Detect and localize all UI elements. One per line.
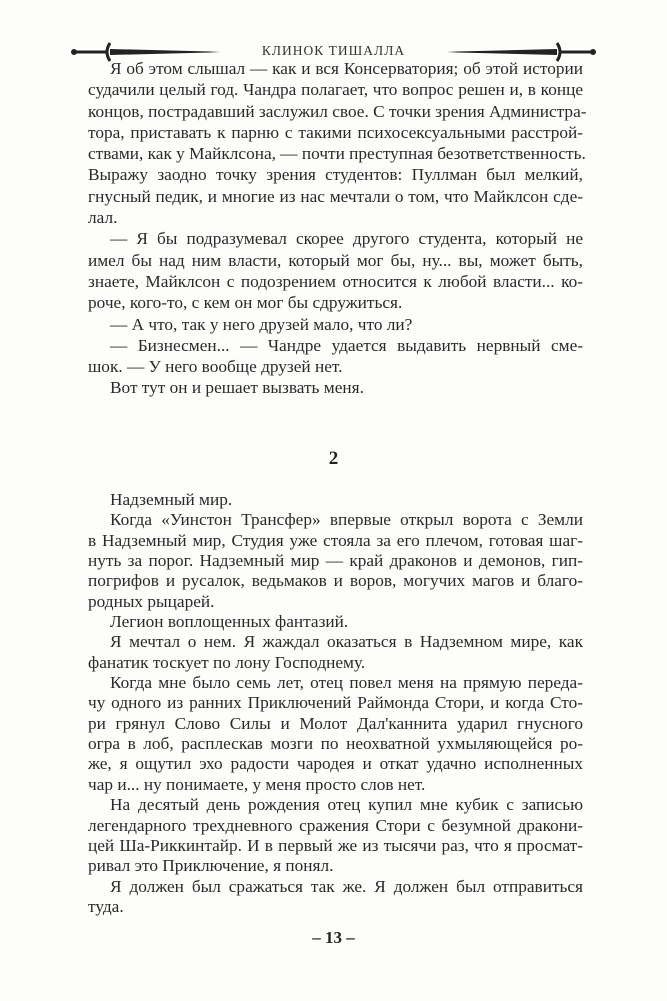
text-line: родных рыцарей. [88, 591, 215, 611]
text-line: же, я ощутил эхо радости чародея и откат удачно исполненных [88, 754, 583, 774]
text-line: знаете, Майклсон с подозрением относится к любой власти... ко- [88, 271, 583, 291]
paragraph [88, 377, 583, 398]
text-line: Выражу заодно точку зрения студентов: Пуллман был мелкий, [88, 165, 583, 185]
text-line: Надземный мир. [110, 490, 233, 509]
text-line: На десятый день рождения отец купил мне кубик с записью [110, 795, 583, 815]
text-line: гнусный педик, и многие из нас мечтали о том, что Майклсон сде- [88, 186, 583, 206]
text-line: лал. [88, 208, 118, 228]
text-line: ривал это Приключение, я понял. [88, 856, 334, 876]
text-line: чар и... ну понимаете, у меня просто слов нет. [88, 774, 426, 794]
text-line: — Бизнесмен... — Чандре удается выдавить нервный сме- [110, 335, 583, 355]
paragraph [88, 58, 587, 228]
text-line: судачили целый год. Чандра полагает, что вопрос решен и, в конце [88, 80, 583, 100]
paragraph [88, 490, 583, 510]
text-line: нуть за порог. Надземный мир — край драконов и демонов, гип- [88, 551, 583, 571]
text-line: Легион воплощенных фантазий. [110, 612, 349, 632]
text-line: цей Ша-Риккинтайр. И в первый же из тысячи раз, что я просмат- [88, 835, 583, 855]
text-line: в Надземный мир, Студия уже стояла за его плечом, готовая шаг- [88, 530, 583, 550]
body-text-section-2 [88, 490, 583, 917]
running-title: КЛИНОК ТИШАЛЛА [261, 43, 406, 58]
paragraph [88, 795, 583, 876]
text-line: ствами, как у Майклсона, — почти преступная безответственность. [88, 144, 586, 164]
text-line: Я об этом слышал — как и вся Консерватория; об этой истории [110, 59, 583, 78]
text-line: ри грянул Слово Силы и Молот Дал'каннита ударил гнусного [88, 713, 583, 733]
text-line: огра в лоб, расплескав мозги по неохватной ухмыляющейся ро- [88, 734, 583, 754]
chapter-number: 2 [328, 448, 339, 469]
text-line: — Я бы подразумевал скорее другого студента, который не [110, 229, 583, 249]
text-line: туда. [88, 896, 124, 916]
text-line: — А что, так у него друзей мало, что ли? [110, 314, 413, 334]
body-text-section-1 [88, 58, 587, 399]
paragraph [88, 612, 583, 632]
paragraph [88, 335, 583, 378]
page-number: – 13 – [312, 928, 355, 947]
paragraph [88, 673, 583, 795]
paragraph [88, 632, 583, 673]
text-line: Вот тут он и решает вызвать меня. [110, 378, 364, 398]
text-line: фанатик тоскует по лону Господнему. [88, 652, 366, 672]
paragraph [88, 877, 583, 918]
paragraph [88, 510, 583, 612]
text-line: концов, пострадавший заслужил свое. С точки зрения Администра- [88, 101, 587, 121]
text-line: Когда «Уинстон Трансфер» впервые открыл ворота с Земли [110, 510, 583, 530]
text-line: легендарного трехдневного сражения Стори с безумной дракони- [88, 815, 583, 835]
paragraph [88, 228, 583, 313]
text-line: имел бы над ним власти, который мог бы, ну... вы, может быть, [88, 250, 583, 270]
paragraph [88, 314, 583, 335]
text-line: чу одного из ранних Приключений Раймонда Стори, и когда Сто- [88, 693, 583, 713]
text-line: шок. — У него вообще друзей нет. [88, 357, 343, 377]
text-line: Я мечтал о нем. Я жаждал оказаться в Надземном мире, как [110, 632, 583, 652]
text-line: Когда мне было семь лет, отец повел меня на прямую переда- [110, 673, 583, 693]
text-line: Я должен был сражаться так же. Я должен был отправиться [110, 876, 583, 896]
text-line: тора, приставать к парню с такими психосексуальными расстрой- [88, 122, 583, 142]
text-line: погрифов и русалок, ведьмаков и воров, могучих магов и благо- [88, 571, 583, 591]
text-line: роче, кого-то, с кем он мог бы сдружиться. [88, 293, 403, 313]
